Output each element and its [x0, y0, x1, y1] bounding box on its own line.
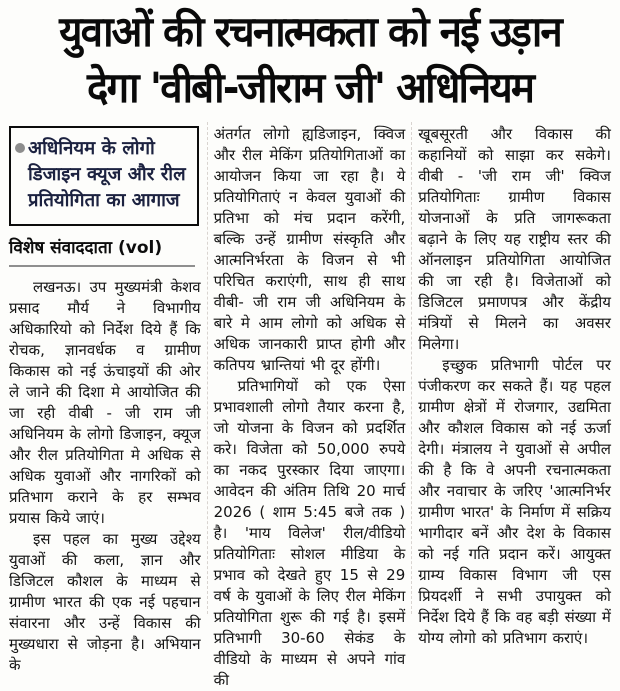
paragraph: प्रतिभागियों को एक ऐसा प्रभावशाली लोगो तैयार करना है, जो योजना के विजन को प्रदर्शित करे। विजेता को 50,000 रुपये का नकद पुरस्कार दिया जाएगा। आवेदन की अंतिम तिथि 20 मार्च 2026 ( शाम 5:45 बजे तक ) है। 'माय विलेज' रील/वीडियो प्रतियोगिताः सोशल मीडिया के प्रभाव को देखते हुए 15 से 29 वर्ष के युवाओं के लिए रील मेकिंग प्रतियोगिता शुरू की गई है। इसमें प्रतिभागी 30-60 सेकंड के वीडियो के माध्यम से अपने गांव की [213, 377, 406, 689]
circle-bullet-icon [15, 143, 25, 153]
headline-line-2: देगा 'वीबी-जीराम जी' अधिनियम [86, 63, 534, 112]
highlight-box [9, 126, 199, 226]
column-right [412, 122, 617, 647]
highlight-box-text: अधिनियम के लोगो डिजाइन क्यूज और रील प्रतियोगिता का आगाज [28, 138, 186, 211]
byline-block [9, 236, 201, 267]
paragraph: अंतर्गत लोगो ह्यडिजाइन, क्विज और रील मेकिंग प्रतियोगिताओं का आयोजन किया जा रहा है। ये प्रतियोगिताएं न केवल युवाओं की प्रतिभा को मंच प्रदान करेंगी, बल्कि उन्हें ग्रामीण संस्कृति और आत्मनिर्भरता के विजन से भी परिचित कराएंगी, साथ ही साथ वीबी- जी राम जी अधिनियम के बारे मे आम लोगो को अधिक से अधिक जानकारी प्राप्त होगी और कतिपय भ्रान्तियां भी दूर होंगी। [213, 125, 406, 374]
column-middle [208, 122, 413, 689]
paragraph: खूबसूरती और विकास की कहानियों को साझा कर सकेगे। वीबी - 'जी राम जी' क्विज प्रतियोगिताः ग्रामीण विकास योजनाओं के प्रति जागरूकता बढ़ाने के लिए यह राष्ट्रीय स्तर की ऑनलाइन प्रतियोगिता आयोजित की जा रही है। विजेताओं को डिजिटल प्रमाणपत्र और केंद्रीय मंत्रियों से मिलने का अवसर मिलेगा। [418, 125, 611, 353]
byline-text: विशेष संवाददाता (vol) [9, 238, 163, 258]
article-columns [3, 122, 617, 689]
paragraph: इच्छुक प्रतिभागी पोर्टल पर पंजीकरण कर सकते हैं। यह पहल ग्रामीण क्षेत्रों में रोजगार, उद्यमिता और कौशल विकास को नई ऊर्जा देगी। मंत्रालय ने युवाओं से अपील की है कि वे अपनी रचनात्मकता और नवाचार के जरिए 'आत्मनिर्भर ग्रामीण भारत' के निर्माण में सक्रिय भागीदार बनें और देश के विकास को नई गति प्रदान करें। आयुक्त ग्राम्य विकास विभाग जी एस प्रियदर्शी ने सभी उपायुक्त को निर्देश दिये हैं कि वह बड़ी संख्या में योग्य लोगो को प्रतिभाग कराएं। [418, 356, 611, 647]
paragraph: इस पहल का मुख्य उद्देश्य युवाओं की कला, ज्ञान और डिजिटल कौशल के माध्यम से ग्रामीण भारत की एक नई पहचान संवारना और उन्हें विकास की मुख्यधारा से जोड़ना है। अभियान के [9, 530, 201, 674]
article-headline [3, 4, 617, 116]
byline-rule [9, 265, 195, 267]
headline-line-1: युवाओं की रचनात्मकता को नई उड़ान [59, 7, 561, 56]
paragraph: लखनऊ। उप मुख्यमंत्री केशव प्रसाद मौर्य ने विभागीय अधिकारियो को निर्देश दिये हैं कि रोचक, ज्ञानवर्धक व ग्रामीण किकास को नई ऊंचाइयों की ओर ले जाने की दिशा मे आयोजित की जा रही वीबी - जी राम जी अधिनियम के लोगो डिजाइन, क्यूज और रील प्रतियोगिता मे अधिक से अधिक युवाओं और नागरिकों को प्रतिभाग कराने के हर सम्भव प्रयास किये जाएं। [9, 278, 201, 527]
column-left [3, 122, 208, 674]
